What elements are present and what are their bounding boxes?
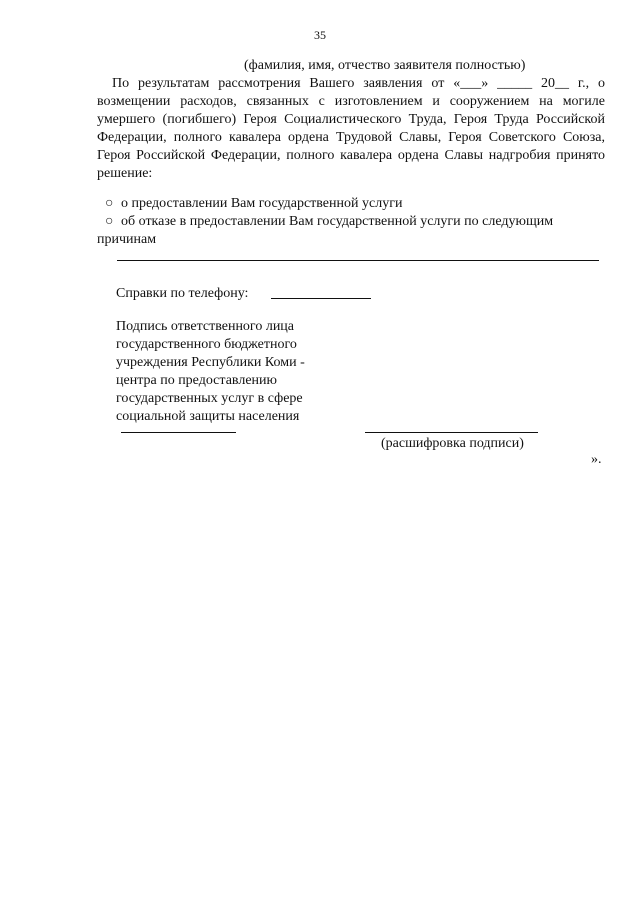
signature-caption-line: государственного бюджетного [116, 337, 297, 352]
circle-bullet-icon: ○ [105, 214, 114, 229]
signature-caption-line: центра по предоставлению [116, 373, 277, 388]
option-grant-text: о предоставлении Вам государственной услуги [121, 196, 403, 211]
signature-caption-line: социальной защиты населения [116, 409, 300, 424]
phone-fill-line [271, 298, 371, 299]
circle-bullet-icon: ○ [105, 196, 114, 211]
phone-label: Справки по телефону: [116, 286, 249, 301]
option-refuse-text: об отказе в предоставлении Вам государственной услуги по следующим [121, 214, 554, 229]
signature-decode-fill-line [365, 432, 538, 433]
decision-intro-paragraph: По результатам рассмотрения Вашего заявления от «___» _____ 20__ г., о возмещении расходов, связанных с изготовлением и сооружением на могиле умершего (погибшего) Героя Социалистического Труда, Героя Труда Российской Федерации, полного кавалера ордена Трудовой Славы, Героя Советского Союза, Героя Российской Федерации, полного кавалера ордена Славы надгробия принято решение: [97, 76, 605, 181]
responsible-person-signature-caption [116, 318, 346, 426]
signature-caption-line: государственных услуг в сфере [116, 391, 303, 406]
applicant-name-caption: (фамилия, имя, отчество заявителя полностью) [244, 58, 526, 73]
signature-caption-line: Подпись ответственного лица [116, 319, 295, 334]
option-grant [105, 195, 402, 213]
reasons-fill-line [117, 260, 599, 261]
signature-decode-caption: (расшифровка подписи) [381, 436, 524, 451]
option-refuse-continuation: причинам [97, 232, 157, 247]
signature-fill-line [121, 432, 236, 433]
closing-quote-mark: ». [591, 452, 602, 467]
option-refuse [105, 213, 607, 231]
page-number: 35 [314, 28, 326, 42]
signature-caption-line: учреждения Республики Коми - [116, 355, 305, 370]
